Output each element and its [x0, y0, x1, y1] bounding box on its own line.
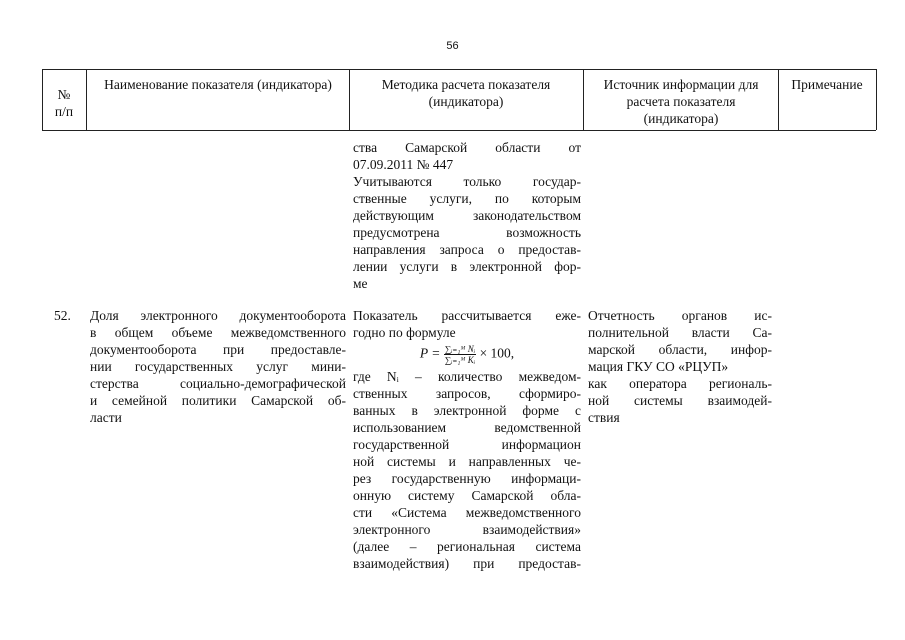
text-line: ласти	[90, 410, 122, 425]
text-line: как оператора региональ-	[588, 376, 772, 391]
text-line: лении услуги в электронной фор-	[353, 259, 581, 274]
text-line: мация ГКУ СО «РЦУП»	[588, 359, 729, 374]
text-line: полнительной власти Са-	[588, 325, 772, 340]
text-line: направления запроса о предостав-	[353, 242, 581, 257]
header-col-name: Наименование показателя (индикатора)	[104, 77, 332, 92]
header-col-source: Источник информации для расчета показателя (индикатора)	[603, 77, 759, 126]
text-line: 07.09.2011 № 447	[353, 157, 454, 172]
header-col-note: Примечание	[791, 77, 863, 92]
text-line: использованием ведомственной	[353, 420, 581, 435]
table-col-border	[86, 69, 87, 130]
text-line: ной системы и направленных че-	[353, 454, 581, 469]
table-col-border	[876, 69, 877, 130]
text-line: рез государственную информаци-	[353, 471, 581, 486]
row-52-source	[588, 307, 772, 426]
text-line: ствия	[588, 410, 620, 425]
formula-numerator: ∑ᵢ₌₁ᴹ Nᵢ	[444, 344, 476, 354]
table-header-bottom-border	[42, 130, 876, 131]
text-line: предусмотрена возможность	[353, 225, 581, 240]
table-col-border	[778, 69, 779, 130]
text-line: ме	[353, 276, 368, 291]
text-line: марской области, инфор-	[588, 342, 772, 357]
formula-rhs: × 100,	[479, 345, 515, 361]
text-line: сти «Система межведомственного	[353, 505, 581, 520]
row-52-number: 52.	[54, 308, 71, 323]
text-line: годно по формуле	[353, 325, 456, 340]
text-line: где Nᵢ – количество межведом-	[353, 369, 581, 384]
text-line: Доля электронного документооборота	[90, 308, 346, 323]
text-line: электронного взаимодействия»	[353, 522, 581, 537]
table-col-border	[583, 69, 584, 130]
text-line: стерства социально-демографической	[90, 376, 346, 391]
formula-fraction	[444, 344, 477, 365]
text-line: ной системы взаимодей-	[588, 393, 772, 408]
page-number: 56	[446, 40, 459, 52]
text-line: Показатель рассчитывается еже-	[353, 308, 581, 323]
text-line: Отчетность органов ис-	[588, 308, 772, 323]
text-line: в общем объеме межведомственного	[90, 325, 346, 340]
formula-denominator: ∑ᵢ₌₁ᴹ Kᵢ	[444, 355, 476, 365]
continuation-method-text	[353, 139, 581, 292]
table-col-border	[349, 69, 350, 130]
text-line: нии государственных услуг мини-	[90, 359, 346, 374]
row-52-method	[353, 307, 581, 572]
text-line: ванных в электронной форме с	[353, 403, 581, 418]
text-line: действующим законодательством	[353, 208, 581, 223]
text-line: ства Самарской области от	[353, 140, 581, 155]
table-top-border	[42, 69, 876, 70]
header-col-method: Методика расчета показателя (индикатора)	[381, 77, 551, 109]
text-line: онную систему Самарской обла-	[353, 488, 581, 503]
text-line: взаимодействия) при предостав-	[353, 556, 581, 571]
text-line: государственной информацион	[353, 437, 581, 452]
text-line: документооборота при предоставле-	[90, 342, 346, 357]
formula-lhs: P =	[419, 345, 441, 361]
text-line: (далее – региональная система	[353, 539, 581, 554]
formula	[353, 344, 581, 365]
text-line: Учитываются только государ-	[353, 174, 581, 189]
text-line: и семейной политики Самарской об-	[90, 393, 346, 408]
row-52-indicator-name	[90, 307, 346, 426]
text-line: ственные услуги, по которым	[353, 191, 581, 206]
header-col-number: № п/п	[54, 87, 74, 119]
text-line: ственных запросов, сформиро-	[353, 386, 581, 401]
